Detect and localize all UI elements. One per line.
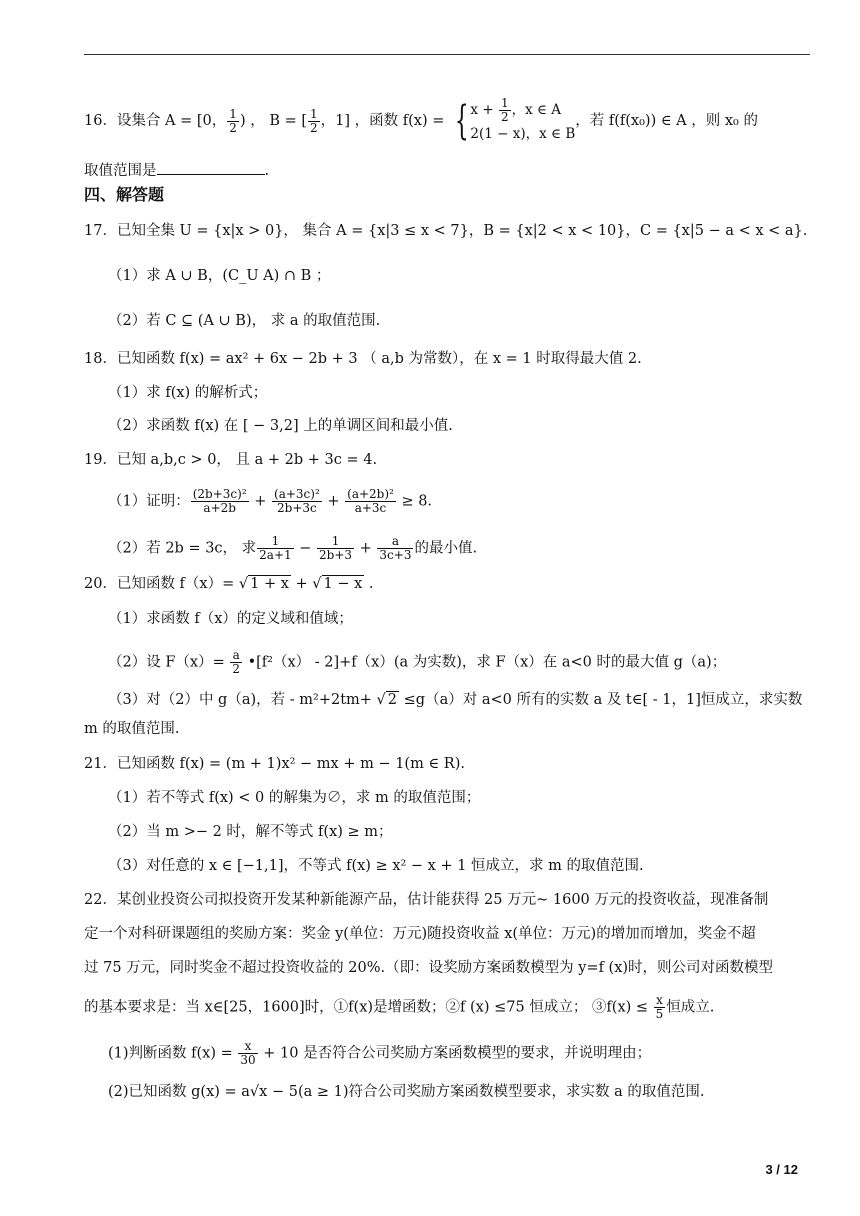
q20-part3-cont: m 的取值范围. xyxy=(84,721,180,737)
q17-part1: （1）求 A ∪ B，(C_U A) ∩ B ； xyxy=(108,268,331,284)
q17-stem: 17．已知全集 U = {x|x > 0}， 集合 A = {x|3 ≤ x < 7}，B = {x|2 < x < 10}，C = {x|5 − a < x < a}. xyxy=(84,223,808,239)
q20-stem: 20．已知函数 f（x）= √ 1 + x + √ 1 − x . xyxy=(84,576,374,592)
q20-part2: （2）设 F（x）= $\frac{a}{2}$ •[f²（x） - 2]+f（x）(a 为实数)，求 F（x）在 a<0 时的最大值 g（a)； xyxy=(108,648,727,676)
fraction: $\frac{x}{30}$ xyxy=(240,1039,256,1067)
q22-line1: 22．某创业投资公司拟投资开发某种新能源产品，估计能获得 25 万元~ 1600 万元的投资收益，现准备制 xyxy=(84,892,769,908)
q21-stem: 21．已知函数 f(x) = (m + 1)x² − mx + m − 1(m ∈ R). xyxy=(84,756,465,772)
q18-part1: （1）求 f(x) 的解析式； xyxy=(108,385,268,401)
fraction: $\frac{a}{3c+3}$ xyxy=(379,534,412,562)
piecewise-cases: x + $\frac{1}{2}$ ，x ∈ A 2(1 − x)，x ∈ B xyxy=(470,96,576,142)
q16-text4: ，若 f(f(x₀)) ∈ A ，则 x₀ 的 xyxy=(575,113,758,129)
section-heading: 四、解答题 xyxy=(84,185,165,204)
q16-text1: 设集合 A = [0， xyxy=(116,113,227,129)
q21-part3: （3）对任意的 x ∈ [−1,1]，不等式 f(x) ≥ x² − x + 1 恒成立，求 m 的取值范围. xyxy=(108,858,644,874)
q19-stem: 19．已知 a,b,c > 0， 且 a + 2b + 3c = 4. xyxy=(84,452,378,468)
q22-line2: 定一个对科研课题组的奖励方案：奖金 y(单位：万元)随投资收益 x(单位：万元)的增加而增加，奖金不超 xyxy=(84,926,756,942)
q22-line4: 的基本要求是：当 x∈[25，1600]时，①f(x)是增函数；②f (x) ≤75 恒成立； ③f(x) ≤ $\frac{x}{5}$ 恒成立. xyxy=(84,993,715,1021)
header-rule xyxy=(84,54,810,55)
q19-part1: （1）证明： $\frac{\text{(2b+3c)²}}{a+2b}$ + $\frac{\text{(a+3c)²}}{2b+3c}$ + $\frac{\text{(a+2b)²}}{a+3c}$ ≥ 8. xyxy=(108,487,433,515)
fraction: $\frac{1}{2b+3}$ xyxy=(319,534,353,562)
q16-text3: ，1] ，函数 f(x) = xyxy=(320,113,449,129)
q17-part2: （2）若 C ⊆ (A ∪ B)， 求 a 的取值范围. xyxy=(108,313,381,329)
page-number: 3 / 12 xyxy=(765,1162,798,1177)
q22-line3: 过 75 万元，同时奖金不超过投资收益的 20%.（即：设奖励方案函数模型为 y=f (x)时，则公司对函数模型 xyxy=(84,960,774,976)
answer-blank[interactable] xyxy=(157,160,265,175)
fraction: $\frac{x}{5}$ xyxy=(655,993,664,1021)
sqrt-icon: √ 1 − x xyxy=(312,576,363,592)
q21-part2: （2）当 m >− 2 时，解不等式 f(x) ≥ m； xyxy=(108,824,393,840)
q20-part3: （3）对（2）中 g（a)，若 - m²+2tm+ √ 2 ≤g（a）对 a<0 所有的实数 a 及 t∈[ - 1，1]恒成立，求实数 xyxy=(108,692,803,708)
q18-stem: 18．已知函数 f(x) = ax² + 6x − 2b + 3 （ a,b 为常数），在 x = 1 时取得最大值 2. xyxy=(84,351,642,367)
q19-part2: （2）若 2b = 3c， 求 $\frac{1}{2a+1}$ − $\frac{1}{2b+3}$ + $\frac{a}{3c+3}$ 的最小值. xyxy=(108,534,478,562)
q16-text2: ) ， B = [ xyxy=(239,113,307,129)
fraction-half: $\frac{1}{2}$ xyxy=(229,106,237,135)
q16-line2: 取值范围是 . xyxy=(84,160,810,181)
sqrt-icon: √ 2 xyxy=(376,692,398,708)
sqrt-icon: √ 1 + x xyxy=(238,576,289,592)
q16-number: 16． xyxy=(84,113,117,129)
q20-part1: （1）求函数 f（x）的定义域和值域； xyxy=(108,611,353,627)
brace-icon: { xyxy=(454,98,469,144)
fraction: $\frac{\text{(2b+3c)²}}{a+2b}$ xyxy=(192,487,247,515)
fraction-half-b: $\frac{1}{2}$ xyxy=(310,106,318,135)
q21-part1: （1）若不等式 f(x) < 0 的解集为∅，求 m 的取值范围； xyxy=(108,790,481,806)
fraction: $\frac{\text{(a+2b)²}}{a+3c}$ xyxy=(347,487,394,515)
fraction: $\frac{a}{2}$ xyxy=(232,648,240,676)
fraction: $\frac{1}{2a+1}$ xyxy=(259,534,292,562)
q22-part1: (1)判断函数 f(x) = $\frac{x}{30}$ + 10 是否符合公司奖励方案函数模型的要求，并说明理由； xyxy=(108,1039,652,1067)
fraction: $\frac{\text{(a+3c)²}}{2b+3c}$ xyxy=(274,487,320,515)
q18-part2: （2）求函数 f(x) 在 [ − 3,2] 上的单调区间和最小值. xyxy=(108,418,453,434)
q16-line1 xyxy=(84,97,810,145)
q22-part2: (2)已知函数 g(x) = a√x − 5(a ≥ 1)符合公司奖励方案函数模型要求，求实数 a 的取值范围. xyxy=(108,1084,705,1100)
